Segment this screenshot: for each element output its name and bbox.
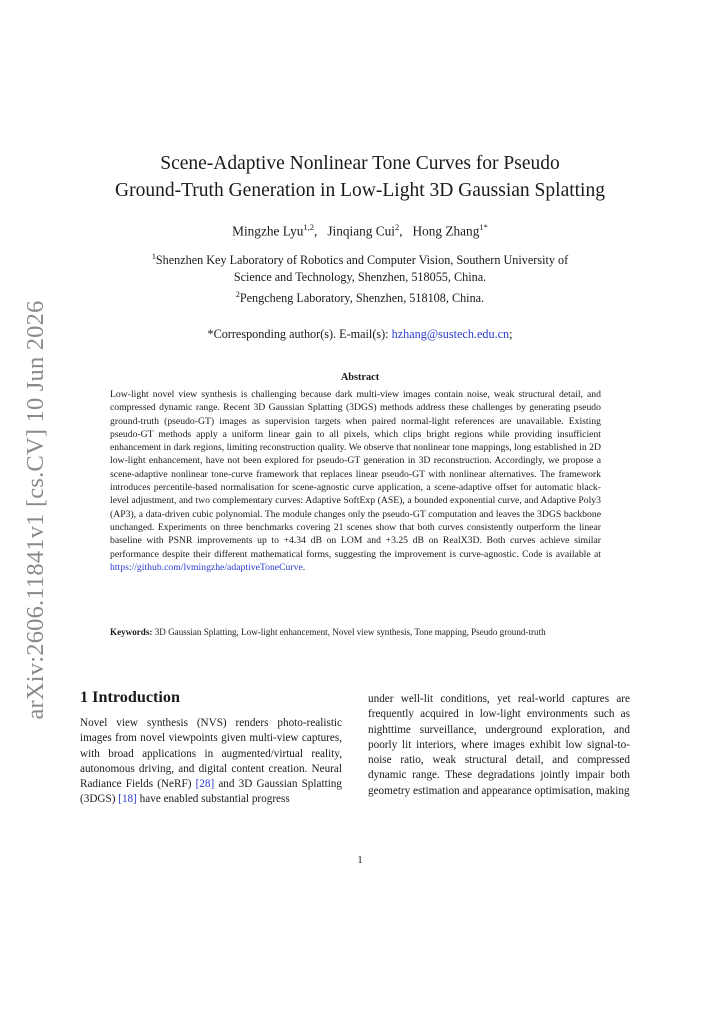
affiliation-2-text: Pengcheng Laboratory, Shenzhen, 518108, China. xyxy=(239,291,485,306)
author-name: Hong Zhang xyxy=(412,223,480,239)
affiliations xyxy=(0,248,720,307)
citation-link[interactable]: [18] xyxy=(118,793,137,806)
affiliation-1-line-1 xyxy=(0,248,720,269)
intro-text: have enabled substantial progress xyxy=(136,793,290,806)
author-name: Jinqiang Cui xyxy=(327,223,395,239)
citation-link[interactable]: [28] xyxy=(195,778,215,791)
abstract-end: . xyxy=(302,561,306,573)
author-affil-sup: 2 xyxy=(394,222,400,232)
affiliation-2-sup: 2 xyxy=(235,290,240,300)
keywords-text: 3D Gaussian Splatting, Low-light enhancement, Novel view synthesis, Tone mapping, Pseudo ground-truth xyxy=(152,627,546,637)
arxiv-stamp xyxy=(16,300,56,720)
title-line-2: Ground-Truth Generation in Low-Light 3D Gaussian Splatting xyxy=(115,180,605,201)
author-list: Mingzhe Lyu$^{1,2}$, Jinqiang Cui$^2$, Hong Zhang$^{1*}$ xyxy=(232,222,488,239)
intro-text: and 3D Gaussian Splatting (3DGS) xyxy=(80,778,342,806)
abstract-heading: Abstract xyxy=(340,372,380,383)
intro-text: Novel view synthesis (NVS) renders photo-realistic images from novel viewpoints given multi-view captures, with broad applications in augmented/virtual reality, autonomous driving, and digital content creation. Neural Radiance Fields (NeRF) xyxy=(80,717,342,791)
page-number: 1 xyxy=(357,854,363,866)
arxiv-stamp-text: arXiv:2606.11841v1 [cs.CV] 10 Jun 2026 xyxy=(22,300,49,720)
email-link[interactable]: hzhang@sustech.edu.cn xyxy=(391,327,510,341)
author-affil-sup: 1* xyxy=(479,222,488,232)
abstract-text: Low-light novel view synthesis is challenging because dark multi-view images contain noise, weak structural detail, and compressed dynamic range. Recent 3D Gaussian Splatting (3DGS) methods address these challenges by generating pseudo ground-truth (pseudo-GT) images as supervision targets when paired normal-light references are unavailable. Existing pseudo-GT methods apply a uniform linear gain to all pixels, which clips bright regions while providing insufficient enhancement in dark regions, limiting reconstruction quality. We observe that nonlinear tone mappings, long established in 2D low-light enhancement, have not been explored for pseudo-GT generation in 3D reconstruction. Accordingly, we propose a scene-adaptive nonlinear tone-curve framework that replaces linear pseudo-GT with nonlinear alternatives. The framework introduces percentile-based normalisation for scene-agnostic curve application, a scene-adaptive offset for automatic black-level adjustment, and two complementary curves: Adaptive SoftExp (ASE), a bounded exponential curve, and Adaptive Poly3 (AP3), a data-driven cubic polynomial. The module changes only the pseudo-GT computation and leaves the 3DGS backbone unchanged. Experiments on three benchmarks covering 21 scenes show that both curves consistently outperform the linear baseline with PSNR improvements up to +4.34 dB on LOM and +3.25 dB on RealX3D. Both curves achieve similar performance despite their different mathematical forms, suggesting the improvement is curve-agnostic. Code is available at xyxy=(110,389,601,560)
affiliation-1-line-2: Science and Technology, Shenzhen, 518055, China. xyxy=(233,270,487,285)
section-heading: 1 Introduction xyxy=(80,688,180,706)
abstract-body xyxy=(110,388,601,574)
corresponding-author xyxy=(0,327,720,342)
code-link[interactable]: https://github.com/lvmingzhe/adaptiveToneCurve xyxy=(110,561,303,573)
affiliation-1-sup: 1 xyxy=(151,252,156,261)
affiliation-2-line-1 xyxy=(0,286,720,307)
keywords-label: Keywords: xyxy=(110,627,153,637)
author-name: Mingzhe Lyu xyxy=(232,223,304,239)
author-affil-sup: 1,2 xyxy=(303,222,315,232)
corresponding-prefix: *Corresponding author(s). E-mail(s): xyxy=(207,327,392,341)
intro-right-column: under well-lit conditions, yet real-world captures are frequently acquired in low-light environments such as nighttime surveillance, underground exploration, and poorly lit interiors, where images exhibit low signal-to-noise ratio, weak structural detail, and compressed dynamic range. These degradations jointly impair both geometry estimation and appearance optimisation, making xyxy=(368,693,630,797)
paper-title xyxy=(0,150,720,204)
title-line-1: Scene-Adaptive Nonlinear Tone Curves for Pseudo xyxy=(160,153,560,174)
corresponding-suffix: ; xyxy=(509,327,513,341)
keywords xyxy=(110,626,601,639)
intro-left-column xyxy=(80,716,342,808)
affiliation-1-text: Shenzhen Key Laboratory of Robotics and Computer Vision, Southern University of xyxy=(155,253,569,268)
